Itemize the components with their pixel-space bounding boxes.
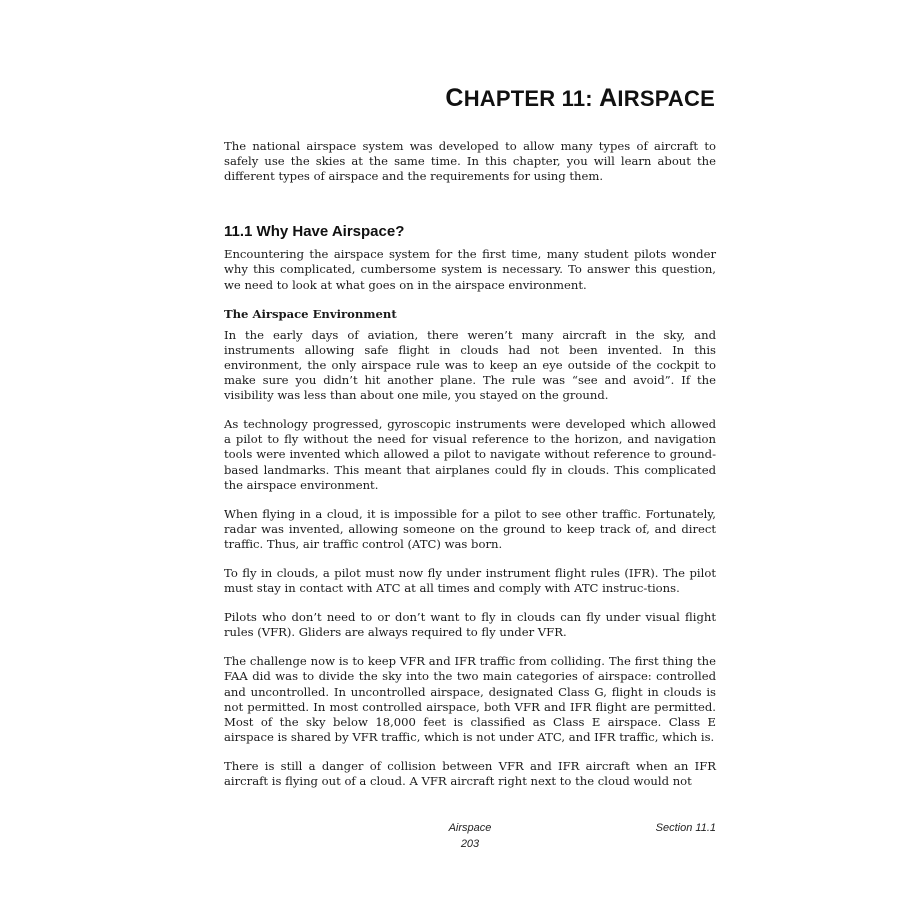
page-footer bbox=[224, 822, 716, 862]
page-number: 203 bbox=[460, 838, 480, 850]
chapter-title-initial-a: A bbox=[599, 84, 618, 112]
subsection-heading: The Airspace Environment bbox=[224, 306, 397, 321]
section-heading: 11.1 Why Have Airspace? bbox=[224, 223, 405, 241]
body-paragraph: The challenge now is to keep VFR and IFR traffic from colliding. The first thing the FAA did was to divide the sky into the two main categories of airspace: controlled and uncontrolled. In uncontrolled airspace, designated Class G, flight in clouds is not permitted. In most controlled airspace, both VFR and IFR flight are permitted. Most of the sky below 18,000 feet is classified as Class E airspace. Class E airspace is shared by VFR traffic, which is not under ATC, and IFR traffic, which is. bbox=[224, 654, 716, 744]
chapter-title-initial-c: C bbox=[445, 84, 464, 112]
footer-title: Airspace bbox=[448, 822, 492, 834]
body-paragraph: There is still a danger of collision between VFR and IFR aircraft when an IFR aircraft is flying out of a cloud. A VFR aircraft right next to the cloud would not bbox=[224, 758, 716, 788]
section-lead-paragraph: Encountering the airspace system for the first time, many student pilots wonder why this complicated, cumbersome system is necessary. To answer this question, we need to look at what goes on in the airspace environment. bbox=[224, 247, 716, 292]
body-paragraph: To fly in clouds, a pilot must now fly under instrument flight rules (IFR). The pilot must stay in contact with ATC at all times and comply with ATC instruc-tions. bbox=[224, 565, 716, 596]
page-body bbox=[224, 139, 716, 803]
body-paragraph: In the early days of aviation, there weren’t many aircraft in the sky, and instruments allowing safe flight in clouds had not been invented. In this environment, the only airspace rule was to keep an eye outside of the cockpit to make sure you didn’t hit another plane. The rule was “see and avoid”. If the visibility was less than about one mile, you stayed on the ground. bbox=[224, 327, 716, 403]
chapter-title: CHAPTER 11: AIRSPACE bbox=[445, 84, 715, 112]
body-paragraph: As technology progressed, gyroscopic instruments were developed which allowed a pilot to fly without the need for visual reference to the horizon, and navigation tools were invented which allowed a pilot to navigate without reference to ground-based landmarks. This meant that airplanes could fly in clouds. This complicated the airspace environment. bbox=[224, 417, 716, 492]
footer-section: Section 11.1 bbox=[655, 822, 716, 834]
intro-paragraph: The national airspace system was developed to allow many types of aircraft to safely use the skies at the same time. In this chapter, you will learn about the different types of airspace and the requirements for using them. bbox=[224, 139, 716, 184]
body-paragraph: When flying in a cloud, it is impossible for a pilot to see other traffic. Fortunately, radar was invented, allowing someone on the ground to keep track of, and direct traffic. Thus, air traffic control (ATC) was born. bbox=[224, 506, 716, 551]
body-paragraph: Pilots who don’t need to or don’t want to fly in clouds can fly under visual flight rules (VFR). Gliders are always required to fly under VFR. bbox=[224, 610, 716, 640]
